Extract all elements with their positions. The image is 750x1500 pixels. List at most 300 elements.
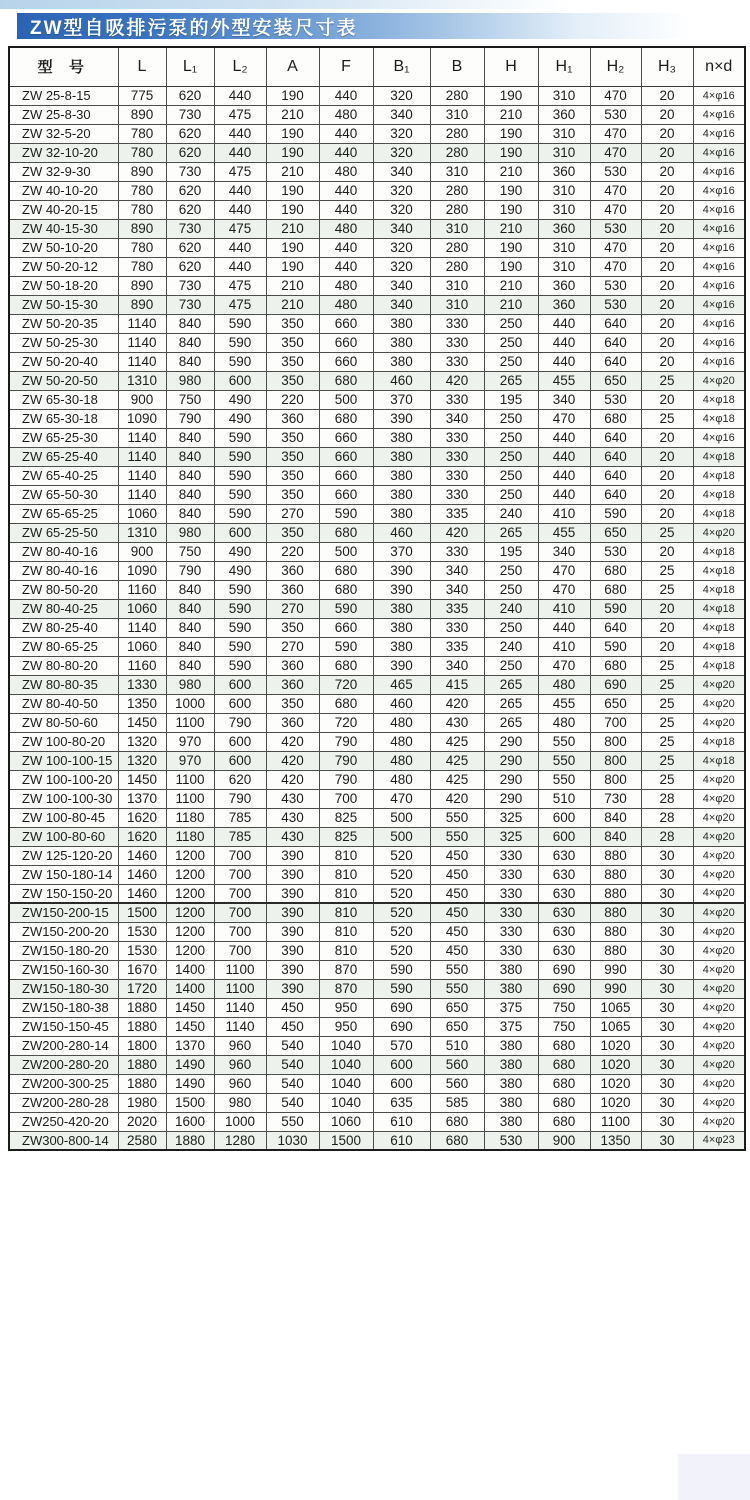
table-cell: 2020 <box>118 1112 166 1131</box>
table-row <box>9 751 745 770</box>
table-cell: 480 <box>373 713 430 732</box>
table-cell: 790 <box>214 789 266 808</box>
model-cell: ZW 32-5-20 <box>9 124 118 143</box>
table-cell: 350 <box>266 485 319 504</box>
table-cell: 330 <box>484 846 538 865</box>
table-cell: 4×φ18 <box>693 561 745 580</box>
table-cell: 470 <box>590 124 641 143</box>
table-cell: 440 <box>214 124 266 143</box>
table-row <box>9 390 745 409</box>
table-row <box>9 580 745 599</box>
table-cell: 30 <box>641 1112 693 1131</box>
table-cell: 4×φ20 <box>693 713 745 732</box>
table-cell: 1060 <box>118 637 166 656</box>
table-cell: 825 <box>319 808 373 827</box>
table-cell: 30 <box>641 941 693 960</box>
table-cell: 1040 <box>319 1036 373 1055</box>
table-cell: 590 <box>214 637 266 656</box>
table-cell: 210 <box>266 276 319 295</box>
table-cell: 350 <box>266 447 319 466</box>
table-cell: 380 <box>373 618 430 637</box>
table-cell: 590 <box>214 580 266 599</box>
table-cell: 4×φ20 <box>693 884 745 903</box>
table-cell: 250 <box>484 618 538 637</box>
model-cell: ZW150-180-20 <box>9 941 118 960</box>
column-header: L₂ <box>214 47 266 86</box>
table-cell: 440 <box>538 618 590 637</box>
model-cell: ZW 65-40-25 <box>9 466 118 485</box>
table-cell: 1880 <box>118 1017 166 1036</box>
table-cell: 360 <box>538 162 590 181</box>
table-cell: 475 <box>214 295 266 314</box>
table-cell: 570 <box>373 1036 430 1055</box>
table-cell: 20 <box>641 86 693 105</box>
table-cell: 360 <box>538 276 590 295</box>
table-cell: 280 <box>430 238 484 257</box>
table-cell: 840 <box>166 485 214 504</box>
table-cell: 30 <box>641 1055 693 1074</box>
table-cell: 1040 <box>319 1055 373 1074</box>
table-cell: 480 <box>319 276 373 295</box>
table-cell: 330 <box>430 333 484 352</box>
table-row <box>9 295 745 314</box>
table-cell: 560 <box>430 1055 484 1074</box>
table-cell: 450 <box>266 1017 319 1036</box>
table-cell: 840 <box>166 352 214 371</box>
table-cell: 4×φ18 <box>693 504 745 523</box>
table-cell: 600 <box>214 694 266 713</box>
table-cell: 210 <box>266 219 319 238</box>
table-cell: 190 <box>266 181 319 200</box>
table-cell: 620 <box>166 124 214 143</box>
table-cell: 250 <box>484 428 538 447</box>
table-cell: 800 <box>590 732 641 751</box>
table-cell: 840 <box>166 599 214 618</box>
table-cell: 780 <box>118 143 166 162</box>
table-row <box>9 314 745 333</box>
model-cell: ZW 80-50-60 <box>9 713 118 732</box>
table-cell: 360 <box>266 675 319 694</box>
table-cell: 590 <box>319 504 373 523</box>
table-cell: 680 <box>319 694 373 713</box>
table-cell: 490 <box>214 409 266 428</box>
table-cell: 320 <box>373 86 430 105</box>
table-cell: 250 <box>484 352 538 371</box>
table-cell: 800 <box>590 770 641 789</box>
model-cell: ZW150-200-20 <box>9 922 118 941</box>
model-cell: ZW150-180-30 <box>9 979 118 998</box>
table-cell: 1090 <box>118 561 166 580</box>
table-cell: 380 <box>484 979 538 998</box>
table-cell: 440 <box>538 428 590 447</box>
table-cell: 330 <box>430 352 484 371</box>
table-cell: 1180 <box>166 808 214 827</box>
table-cell: 335 <box>430 599 484 618</box>
table-cell: 280 <box>430 200 484 219</box>
table-cell: 415 <box>430 675 484 694</box>
table-cell: 4×φ16 <box>693 314 745 333</box>
table-cell: 1140 <box>118 428 166 447</box>
table-cell: 20 <box>641 542 693 561</box>
table-row <box>9 998 745 1017</box>
table-cell: 650 <box>590 371 641 390</box>
table-cell: 265 <box>484 694 538 713</box>
table-cell: 380 <box>373 485 430 504</box>
table-cell: 440 <box>214 238 266 257</box>
table-cell: 190 <box>484 181 538 200</box>
table-cell: 510 <box>430 1036 484 1055</box>
table-cell: 240 <box>484 599 538 618</box>
table-row <box>9 542 745 561</box>
table-cell: 455 <box>538 694 590 713</box>
model-cell: ZW 65-25-40 <box>9 447 118 466</box>
table-cell: 20 <box>641 162 693 181</box>
table-row <box>9 1093 745 1112</box>
table-cell: 690 <box>538 960 590 979</box>
table-cell: 600 <box>214 675 266 694</box>
table-cell: 620 <box>166 257 214 276</box>
model-cell: ZW 50-20-35 <box>9 314 118 333</box>
table-cell: 20 <box>641 181 693 200</box>
model-cell: ZW 125-120-20 <box>9 846 118 865</box>
table-cell: 520 <box>373 865 430 884</box>
table-cell: 25 <box>641 751 693 770</box>
table-cell: 780 <box>118 257 166 276</box>
title-bar <box>17 13 750 39</box>
table-cell: 590 <box>373 979 430 998</box>
table-row <box>9 276 745 295</box>
table-cell: 600 <box>373 1055 430 1074</box>
table-cell: 1490 <box>166 1055 214 1074</box>
table-cell: 4×φ16 <box>693 257 745 276</box>
table-cell: 350 <box>266 428 319 447</box>
table-cell: 590 <box>214 314 266 333</box>
table-cell: 380 <box>373 428 430 447</box>
table-cell: 4×φ18 <box>693 485 745 504</box>
table-cell: 220 <box>266 390 319 409</box>
table-cell: 470 <box>538 561 590 580</box>
column-header: F <box>319 47 373 86</box>
table-cell: 420 <box>430 371 484 390</box>
table-cell: 4×φ16 <box>693 219 745 238</box>
model-cell: ZW150-200-15 <box>9 903 118 922</box>
model-cell: ZW 50-18-20 <box>9 276 118 295</box>
table-cell: 4×φ16 <box>693 124 745 143</box>
table-cell: 440 <box>319 238 373 257</box>
table-cell: 380 <box>484 1093 538 1112</box>
table-cell: 370 <box>373 390 430 409</box>
table-cell: 330 <box>484 941 538 960</box>
table-cell: 1500 <box>319 1131 373 1150</box>
table-cell: 780 <box>118 200 166 219</box>
table-cell: 4×φ16 <box>693 181 745 200</box>
table-cell: 680 <box>538 1055 590 1074</box>
column-header: B₁ <box>373 47 430 86</box>
table-cell: 310 <box>538 181 590 200</box>
top-accent-strip <box>0 0 600 9</box>
table-cell: 980 <box>166 523 214 542</box>
table-cell: 810 <box>319 903 373 922</box>
table-cell: 340 <box>430 580 484 599</box>
table-row <box>9 827 745 846</box>
table-cell: 970 <box>166 732 214 751</box>
table-cell: 380 <box>373 314 430 333</box>
table-cell: 730 <box>590 789 641 808</box>
table-cell: 700 <box>214 922 266 941</box>
table-cell: 680 <box>319 523 373 542</box>
table-cell: 30 <box>641 960 693 979</box>
table-cell: 4×φ18 <box>693 618 745 637</box>
table-cell: 600 <box>214 751 266 770</box>
table-cell: 390 <box>266 922 319 941</box>
table-cell: 1065 <box>590 998 641 1017</box>
header-row <box>9 47 745 86</box>
table-cell: 380 <box>484 1112 538 1131</box>
table-cell: 960 <box>214 1074 266 1093</box>
table-cell: 30 <box>641 1093 693 1112</box>
table-cell: 210 <box>266 105 319 124</box>
table-cell: 680 <box>590 561 641 580</box>
table-cell: 1620 <box>118 827 166 846</box>
table-cell: 1720 <box>118 979 166 998</box>
table-cell: 680 <box>319 656 373 675</box>
table-cell: 335 <box>430 637 484 656</box>
model-cell: ZW200-280-28 <box>9 1093 118 1112</box>
table-row <box>9 143 745 162</box>
table-cell: 790 <box>319 732 373 751</box>
table-cell: 1200 <box>166 922 214 941</box>
table-cell: 380 <box>484 1074 538 1093</box>
table-cell: 190 <box>266 143 319 162</box>
table-cell: 1040 <box>319 1074 373 1093</box>
table-cell: 500 <box>373 827 430 846</box>
table-cell: 1370 <box>118 789 166 808</box>
table-cell: 480 <box>538 713 590 732</box>
model-cell: ZW 80-40-25 <box>9 599 118 618</box>
table-row <box>9 789 745 808</box>
table-cell: 880 <box>590 884 641 903</box>
table-cell: 840 <box>166 466 214 485</box>
table-cell: 330 <box>484 922 538 941</box>
table-row <box>9 770 745 789</box>
table-cell: 1350 <box>118 694 166 713</box>
table-cell: 680 <box>538 1112 590 1131</box>
table-cell: 785 <box>214 827 266 846</box>
table-cell: 310 <box>430 276 484 295</box>
table-cell: 680 <box>319 561 373 580</box>
model-cell: ZW 50-20-50 <box>9 371 118 390</box>
table-cell: 1310 <box>118 371 166 390</box>
table-cell: 630 <box>538 846 590 865</box>
table-cell: 730 <box>166 295 214 314</box>
table-cell: 375 <box>484 1017 538 1036</box>
table-cell: 1600 <box>166 1112 214 1131</box>
table-cell: 470 <box>590 181 641 200</box>
table-cell: 790 <box>214 713 266 732</box>
table-cell: 840 <box>166 656 214 675</box>
table-cell: 380 <box>484 1036 538 1055</box>
table-cell: 4×φ18 <box>693 542 745 561</box>
table-cell: 340 <box>373 162 430 181</box>
table-row <box>9 865 745 884</box>
column-header: 型 号 <box>9 47 118 86</box>
table-cell: 440 <box>214 257 266 276</box>
table-cell: 1040 <box>319 1093 373 1112</box>
model-cell: ZW 150-180-14 <box>9 865 118 884</box>
table-cell: 790 <box>166 561 214 580</box>
table-cell: 470 <box>590 143 641 162</box>
table-cell: 880 <box>590 903 641 922</box>
table-cell: 340 <box>538 390 590 409</box>
table-cell: 340 <box>373 219 430 238</box>
table-cell: 660 <box>319 352 373 371</box>
table-cell: 195 <box>484 390 538 409</box>
table-cell: 330 <box>430 542 484 561</box>
table-cell: 790 <box>166 409 214 428</box>
table-cell: 190 <box>484 200 538 219</box>
table-cell: 880 <box>590 865 641 884</box>
table-cell: 430 <box>430 713 484 732</box>
table-cell: 500 <box>319 542 373 561</box>
table-cell: 320 <box>373 238 430 257</box>
table-cell: 4×φ20 <box>693 694 745 713</box>
table-cell: 630 <box>538 884 590 903</box>
table-cell: 20 <box>641 143 693 162</box>
table-cell: 350 <box>266 466 319 485</box>
table-cell: 4×φ20 <box>693 960 745 979</box>
table-cell: 340 <box>430 561 484 580</box>
table-cell: 640 <box>590 333 641 352</box>
table-cell: 700 <box>214 884 266 903</box>
table-cell: 480 <box>319 162 373 181</box>
table-cell: 250 <box>484 656 538 675</box>
table-cell: 465 <box>373 675 430 694</box>
table-cell: 190 <box>266 124 319 143</box>
table-cell: 320 <box>373 143 430 162</box>
table-cell: 265 <box>484 523 538 542</box>
table-cell: 840 <box>590 827 641 846</box>
table-cell: 1200 <box>166 846 214 865</box>
model-cell: ZW 40-20-15 <box>9 200 118 219</box>
table-cell: 1320 <box>118 751 166 770</box>
table-cell: 630 <box>538 941 590 960</box>
table-cell: 1490 <box>166 1074 214 1093</box>
table-cell: 250 <box>484 466 538 485</box>
table-cell: 470 <box>590 238 641 257</box>
table-cell: 1320 <box>118 732 166 751</box>
table-cell: 690 <box>538 979 590 998</box>
table-cell: 4×φ20 <box>693 922 745 941</box>
table-cell: 600 <box>538 827 590 846</box>
table-cell: 790 <box>319 770 373 789</box>
table-cell: 330 <box>430 618 484 637</box>
table-cell: 530 <box>484 1131 538 1150</box>
table-cell: 360 <box>266 409 319 428</box>
table-row <box>9 86 745 105</box>
table-cell: 20 <box>641 447 693 466</box>
page-title: ZW型自吸排污泵的外型安装尺寸表 <box>30 17 358 39</box>
table-cell: 335 <box>430 504 484 523</box>
table-cell: 440 <box>214 181 266 200</box>
table-cell: 470 <box>590 86 641 105</box>
table-cell: 530 <box>590 219 641 238</box>
table-cell: 990 <box>590 960 641 979</box>
table-cell: 690 <box>590 675 641 694</box>
table-cell: 190 <box>266 86 319 105</box>
table-cell: 340 <box>373 105 430 124</box>
column-header: L <box>118 47 166 86</box>
table-cell: 480 <box>319 105 373 124</box>
table-cell: 870 <box>319 979 373 998</box>
table-cell: 20 <box>641 485 693 504</box>
table-cell: 320 <box>373 181 430 200</box>
table-cell: 440 <box>538 314 590 333</box>
table-cell: 470 <box>590 257 641 276</box>
table-cell: 890 <box>118 105 166 124</box>
table-cell: 590 <box>214 504 266 523</box>
table-cell: 620 <box>166 86 214 105</box>
model-cell: ZW 65-30-18 <box>9 409 118 428</box>
table-cell: 1450 <box>118 770 166 789</box>
table-cell: 1060 <box>118 599 166 618</box>
table-cell: 390 <box>266 903 319 922</box>
table-cell: 560 <box>430 1074 484 1093</box>
table-cell: 1030 <box>266 1131 319 1150</box>
table-cell: 4×φ18 <box>693 390 745 409</box>
table-row <box>9 732 745 751</box>
table-cell: 540 <box>266 1036 319 1055</box>
table-cell: 290 <box>484 751 538 770</box>
table-cell: 1200 <box>166 884 214 903</box>
table-cell: 1800 <box>118 1036 166 1055</box>
table-row <box>9 257 745 276</box>
table-cell: 810 <box>319 884 373 903</box>
model-cell: ZW 100-80-45 <box>9 808 118 827</box>
table-cell: 640 <box>590 466 641 485</box>
table-cell: 540 <box>266 1093 319 1112</box>
table-cell: 680 <box>319 580 373 599</box>
table-cell: 4×φ20 <box>693 979 745 998</box>
table-row <box>9 447 745 466</box>
table-cell: 350 <box>266 352 319 371</box>
table-cell: 4×φ18 <box>693 447 745 466</box>
table-cell: 450 <box>266 998 319 1017</box>
table-cell: 950 <box>319 1017 373 1036</box>
table-cell: 620 <box>214 770 266 789</box>
table-row <box>9 1055 745 1074</box>
table-cell: 840 <box>166 314 214 333</box>
table-cell: 460 <box>373 371 430 390</box>
table-cell: 610 <box>373 1112 430 1131</box>
table-cell: 590 <box>319 637 373 656</box>
table-cell: 20 <box>641 504 693 523</box>
table-cell: 475 <box>214 105 266 124</box>
table-cell: 490 <box>214 390 266 409</box>
table-cell: 660 <box>319 466 373 485</box>
table-row <box>9 409 745 428</box>
table-cell: 1530 <box>118 922 166 941</box>
table-cell: 20 <box>641 124 693 143</box>
table-cell: 190 <box>266 257 319 276</box>
table-cell: 890 <box>118 295 166 314</box>
table-cell: 30 <box>641 979 693 998</box>
table-cell: 825 <box>319 827 373 846</box>
table-row <box>9 523 745 542</box>
model-cell: ZW 32-9-30 <box>9 162 118 181</box>
table-cell: 310 <box>538 124 590 143</box>
table-cell: 1400 <box>166 960 214 979</box>
table-cell: 440 <box>538 447 590 466</box>
